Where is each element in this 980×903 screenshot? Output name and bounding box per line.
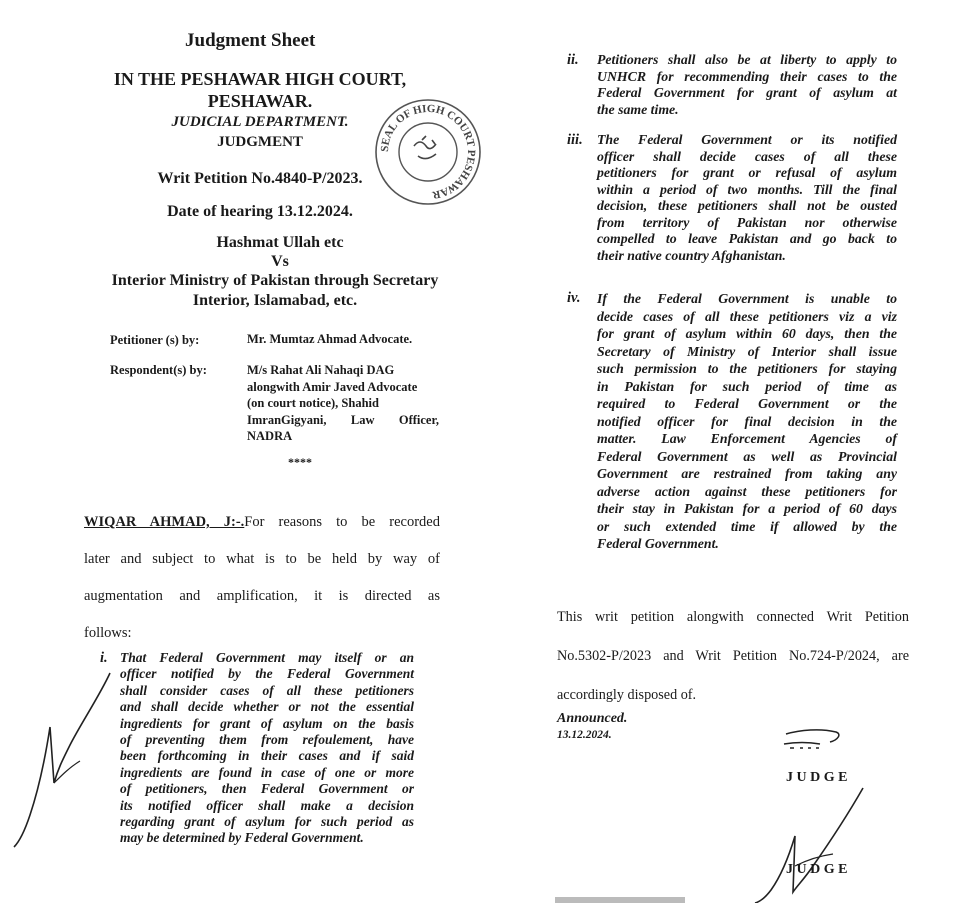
respondent-line: M/s Rahat Ali Nahaqi DAG — [247, 363, 395, 377]
department: JUDICIAL DEPARTMENT. — [171, 114, 349, 130]
judge-signature-1 — [780, 724, 850, 754]
court-seal — [372, 96, 484, 208]
party-petitioner: Hashmat Ullah etc — [216, 234, 344, 251]
sheet-title: Judgment Sheet — [185, 30, 316, 51]
item-text: Petitioners shall also be at liberty to apply to UNHCR for recommending their cases to the Federal Government for grant of asylum at the same time. — [597, 52, 897, 117]
closing-line: This writ petition alongwith connected Writ Petition — [557, 609, 909, 625]
margin-signature — [10, 665, 120, 850]
party-respondent-line2: Interior, Islamabad, etc. — [192, 292, 358, 309]
closing-paragraph — [557, 598, 909, 715]
opening-line: later and subject to what is to be held by way of — [84, 551, 440, 567]
opening-line: follows: — [84, 625, 132, 641]
opening-line: augmentation and amplification, it is directed as — [84, 588, 440, 604]
respondent-line: ImranGigyani, Law Officer, — [247, 412, 439, 427]
respondent-line: NADRA — [247, 429, 293, 443]
respondent-counsel — [247, 362, 439, 445]
item-number: iii. — [567, 132, 583, 148]
item-text: If the Federal Government is unable to decide cases of all these petitioners viz a viz for grant of asylum within 60 days, then the Secretary of Ministry of Interior shall issue such permission to the petitioners for staying in Pakistan for such period of time as required to Federal Government or the notified officer for final decision in the matter. Law Enforcement Agencies of Federal Government as well as Provincial Government are restrained from taking any adverse action against these petitioners for their stay in Pakistan for a period of 60 days or such extended time if allowed by the Federal Government. — [597, 291, 897, 551]
separator: **** — [288, 455, 312, 469]
court-name-line2: PESHAWAR. — [207, 91, 313, 111]
item-number: i. — [100, 650, 108, 666]
judge-label-2: JUDGE — [786, 862, 851, 877]
petitioner-counsel: Mr. Mumtaz Ahmad Advocate. — [247, 332, 413, 346]
item-number: ii. — [567, 52, 579, 68]
opening-paragraph — [84, 504, 440, 652]
judge-label-1: JUDGE — [786, 770, 851, 785]
announced-date: 13.12.2024. — [557, 729, 612, 741]
court-name-line1: IN THE PESHAWAR HIGH COURT, — [113, 69, 407, 89]
page-edge-artifact — [555, 897, 685, 903]
announced-label: Announced. — [557, 711, 628, 726]
respondent-label: Respondent(s) by: — [110, 363, 207, 377]
right-page — [490, 0, 980, 903]
respondent-line: alongwith Amir Javed Advocate — [247, 379, 418, 394]
hearing-date: Date of hearing 13.12.2024. — [167, 203, 353, 220]
document-type: JUDGMENT — [217, 134, 303, 150]
judge-name: WIQAR AHMAD, J:-. — [84, 514, 245, 530]
seal-text: SEAL OF HIGH COURT PESHAWAR — [378, 102, 478, 201]
versus: Vs — [271, 253, 289, 270]
item-number: iv. — [567, 290, 581, 306]
party-respondent-line1: Interior Ministry of Pakistan through Secretary — [111, 272, 439, 289]
judge-signature-2 — [735, 786, 875, 903]
case-number: Writ Petition No.4840-P/2023. — [157, 170, 363, 187]
respondent-line: (on court notice), Shahid — [247, 396, 379, 410]
item-text: That Federal Government may itself or an officer notified by the Federal Government shall consider cases of all these petitioners and shall decide whether or not the essential ingredients for grant of asylum on the basis of preventing them from refoulement, have been forthcoming in their cases and if said ingredients are found in case of one or more of petitioners, then Federal Government or its notified officer shall make a decision regarding grant of asylum for such period as may be determined by Federal Government. — [120, 650, 414, 846]
petitioner-label: Petitioner (s) by: — [110, 333, 200, 347]
opening-line: For reasons to be recorded — [244, 514, 440, 530]
closing-line: No.5302-P/2023 and Writ Petition No.724-P/2024, are — [557, 648, 909, 664]
closing-line: accordingly disposed of. — [557, 687, 697, 703]
item-text: The Federal Government or its notified officer shall decide cases of all these petitioners for grant or refusal of asylum within a period of two months. Till the final decision, these petitioners shall not be ousted from territory of Pakistan nor otherwise compelled to leave Pakistan and go back to their native country Afghanistan. — [597, 132, 897, 263]
